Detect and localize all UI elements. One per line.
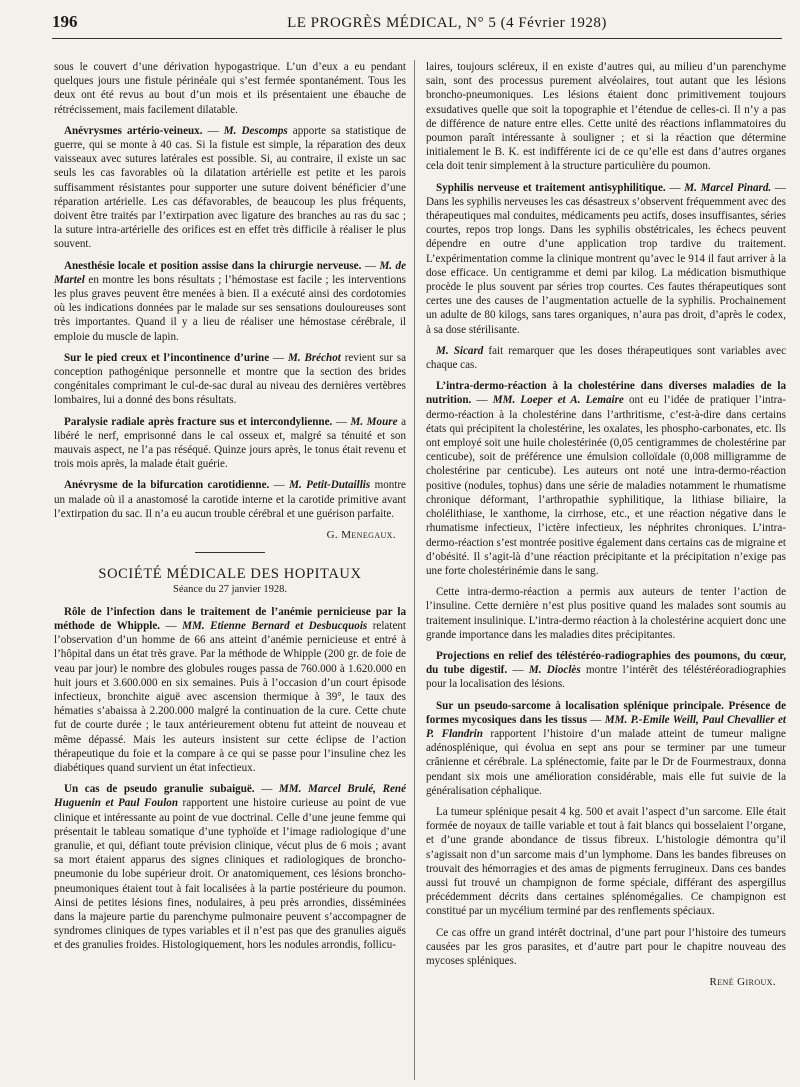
abstract-text: rapportent l’histoire d’un malade atteint de tumeur maligne adénosplénique, qui évolua en sept ans pour se terminer par une tumeur crânienne et cérébrale. La splénectomie, faite par le Dr de Fourmestraux, donna pendant six mois une amélioration considérable, mais elle fut suivie de la généralisation céphalique. — [426, 727, 786, 797]
abstract-author: M. Petit-Dutaillis — [289, 479, 371, 492]
running-head — [52, 12, 782, 39]
abstract-text: Dans les syphilis nerveuses les cas désastreux s’observent fréquemment avec des thérapeutiques mal conduites, médicaments peu actifs, doses insuffisantes, séries courtes, repos trop longs. Dans les syphilis obstétricales, les échecs peuvent dépendre en outre d’une application trop tardive du traitement. L’expérimentation comme la clinique montrent qu’avec le 914 il faut arriver à la dose efficace. Un centigramme et demi par kilog. La médication bismuthique procède le plus souvent par séries trop courtes. Ces fautes thérapeutiques sont certes une des causes de l’augmentation actuelle de la syphilis. Prochainement un adulte de 80 kilogs, sans tares organiques, n’aura pas droit, d’après le codex, à sa dose stérilisante. — [426, 195, 786, 336]
abstract-heading: Sur le pied creux et l’incontinence d’urine — [64, 351, 270, 364]
signature: G. Menegaux. — [326, 529, 396, 542]
abstract-pied-creux: Sur le pied creux et l’incontinence d’urine — M. Bréchot revient sur sa conception pathogénique personnelle et montre que la section des brides congénitales comprimant le cul-de-sac dural au niveau des dernières vertèbres lombaires, lui a donné des bons résultats. — [54, 351, 406, 407]
right-column — [426, 60, 786, 1080]
column-divider — [414, 60, 415, 1080]
abstract-text: relatent l’observation d’un homme de 66 ans atteint d’anémie pernicieuse et entré à l’hôpital dans un état très grave. Par la méthode de Whipple (200 gr. de foie de veau par jour) le nombre des globules rouges passa de 760.000 à 1.620.000 en huit jours et 3.600.000 en six semaines. Puis à l’occasion d’un court épisode infectieux, bronchite aiguë avec ascension thermique à 39°, le taux des hématies s’abaissa à 2.200.000 malgré la continuation de la cure. Cette chute fut de courte durée ; le taux antérieurement obtenu fut atteint de nouveau et même dépassé. Mais les auteurs insistent sur cette éclipse de l’action thérapeutique du foie et la compare à ce qui se passe pour l’insuline chez les diabétiques quand survient un état infectieux. — [54, 619, 406, 774]
abstract-author: MM. Loeper et A. Lemaire — [492, 394, 624, 407]
abstract-text: revient sur sa conception pathogénique personnelle et montre que la section des brides congénitales comprimant le cul-de-sac dural au niveau des dernières vertèbres lombaires, lui a donné des bons résultats. — [54, 351, 406, 407]
abstract-author: M. Marcel Pinard. — [684, 181, 772, 194]
abstract-author: M. Moure — [350, 415, 398, 428]
abstract-author: M. Sicard — [436, 344, 484, 357]
abstract-heading: Syphilis nerveuse et traitement antisyphilitique. — [436, 181, 666, 194]
abstract-author: M. de Martel — [54, 259, 406, 286]
abstract-author: M. Descomps — [223, 124, 288, 137]
section-separator — [195, 552, 265, 553]
abstract-author: MM. Etienne Bernard et Desbucquois — [182, 619, 368, 632]
paragraph-conclusion: Ce cas offre un grand intérêt doctrinal, d’une part pour l’histoire des tumeurs causées par les gros parasites, et d’autre part pour le chapitre nouveau des mycoses spléniques. — [426, 926, 786, 967]
paragraph-continued: laires, toujours scléreux, il en existe d’autres qui, au milieu d’un parenchyme sain, sont des processus purement alvéolaires, tout autant que les lésions broncho-pneumoniques. Les lésions étaient donc primitivement toujours exsudatives quelle que soit la topographie et l’étendue de celles-ci. Il n’y a pas de différence de nature entre elles. Cette unité des réactions inflammatoires du poumon paraît intéressante à souligner ; et si la réaction que détermine initialement le B. K. est indifférente ici de ce qu’elle est dans d’autres organes cela doit tenir simplement à la structure particulière du poumon. — [426, 61, 786, 173]
abstract-author: M. Dioclès — [528, 664, 581, 677]
abstract-author: MM. Marcel Brulé, René Huguenin et Paul Foulon — [54, 783, 406, 810]
abstract-heading: Anesthésie locale et position assise dans la chirurgie nerveuse. — [64, 259, 362, 272]
abstract-text: montre l’intérêt des téléstéréoradiographies pour la localisation des lésions. — [426, 664, 786, 691]
journal-title: LE PROGRÈS MÉDICAL, N° 5 (4 Février 1928) — [287, 15, 607, 31]
abstract-pseudo-granulie: Un cas de pseudo granulie subaiguë. — MM. Marcel Brulé, René Huguenin et Paul Foulon rapportent une histoire curieuse au point de vue clinique et intéressante au point de vue doctrinal. Celle d’une jeune femme qui présentait le tableau somatique d’une typhoïde et l’image radiologique d’une granulie, et qui, défiant toute prévision clinique, vécut plus de 6 mois ; avant sa mort étaient apparus des signes cliniques et radiologiques de broncho-pneumonie du lobe supérieur droit. Or anatomiquement, ces lésions broncho-pneumoniques étaient tout à fait localisées à la partie postérieure du poumon. Ainsi de petites lésions fines, nodulaires, à peu près arrondies, disséminées dans la majeure partie du parenchyme pulmonaire peuvent s’accompagner de syndromes cliniques de types variables et il n’est pas que des granulies aiguës et des granulies froides. Histologiquement, hors les nodules arrondis, follicu- — [54, 783, 406, 952]
abstract-author: MM. P.-Emile Weill, Paul Chevallier et P. Flandrin — [426, 713, 786, 740]
abstract-heading: L’intra-dermo-réaction à la cholestérine dans diverses maladies de la nutrition. — [426, 380, 786, 407]
abstract-heading: Anévrysmes artério-veineux. — [64, 124, 203, 137]
abstract-heading: Rôle de l’infection dans le traitement de l’anémie pernicieuse par la méthode de Whipple. — [54, 605, 406, 632]
abstract-heading: Sur un pseudo-sarcome à localisation splénique principale. Présence de formes mycosiques dans les tissus — [426, 699, 786, 726]
left-column — [54, 60, 406, 1080]
abstract-sicard-remark — [426, 344, 786, 372]
page-number: 196 — [52, 12, 78, 31]
abstract-paralysie-radiale: Paralysie radiale après fracture sus et intercondylienne. — M. Moure a libéré le nerf, emprisonné dans le cal osseux et, malgré sa ténuité et son mauvais aspect, ne l’a pas réséqué. Quinze jours après, le tonus était revenu et trois mois après, la malade était guérie. — [54, 415, 406, 471]
abstract-anevrysme-carotidien: Anévrysme de la bifurcation carotidienne. — M. Petit-Dutaillis montre un malade où il a anastomosé la carotide interne et la carotide primitive avant l’extirpation du sac. Il n’a eu aucun trouble cérébral et une guérison parfaite. — [54, 479, 406, 520]
abstract-anemie-pernicieuse: Rôle de l’infection dans le traitement de l’anémie pernicieuse par la méthode de Whipple. — MM. Etienne Bernard et Desbucquois relatent l’observation d’un homme de 66 ans atteint d’anémie pernicieuse et entré à l’hôpital dans un état très grave. Par la méthode de Whipple (200 gr. de foie de veau par jour) le nombre des globules rouges passa de 760.000 à 1.620.000 en huit jours et 3.600.000 en six semaines. Puis à l’occasion d’un court épisode infectieux, bronchite aiguë avec ascension thermique à 39°, le taux des hématies s’abaissa à 2.200.000 malgré la continuation de la cure. Cette chute fut de courte durée ; le taux antérieurement obtenu fut atteint de nouveau et même dépassé. Mais les auteurs insistent sur cette éclipse de l’action thérapeutique du foie et la compare à ce qui se passe pour l’insuline chez les diabétiques quand survient un état infectieux. — [54, 605, 406, 774]
abstract-text: fait remarquer que les doses thérapeutiques sont variables avec chaque cas. — [426, 344, 786, 372]
abstract-text: montre un malade où il a anastomosé la carotide interne et la carotide primitive avant l’extirpation du sac. Il n’a eu aucun trouble cérébral et une guérison parfaite. — [54, 479, 406, 520]
abstract-text: a libéré le nerf, emprisonné dans le cal osseux et, malgré sa ténuité et son mauvais aspect, ne l’a pas réséqué. Quinze jours après, le tonus était revenu et trois mois après, la malade était guérie. — [54, 415, 406, 471]
abstract-heading: Paralysie radiale après fracture sus et intercondylienne. — [64, 415, 333, 428]
abstract-heading: Un cas de pseudo granulie subaiguë. — [64, 783, 255, 796]
society-title: SOCIÉTÉ MÉDICALE DES HOPITAUX — [98, 566, 362, 583]
abstract-text: apporte sa statistique de guerre, qui se monte à 40 cas. Si la fistule est simple, la réparation des deux vaisseaux avec sutures latérales est possible. Si, au contraire, il existe un sac seuls les cas favorables où la dilatation artérielle est petite et les parois suffisamment résistantes pour supporter une suture doivent bénéficier d’une réparation artérielle. Les cas défavorables, de beaucoup les plus fréquents, doivent être traités par l’extirpation avec ligature des branches au ras du sac ; la suture intra-artérielle des orifices est en effet très difficile à réaliser le plus souvent. — [54, 124, 406, 251]
abstract-anesthesie-locale: Anesthésie locale et position assise dans la chirurgie nerveuse. — M. de Martel en montre les bons résultats ; l’hémostase est facile ; les interventions les plus graves peuvent être menées à bien. Il a exécuté ainsi des cordotomies où les indications données par le malade sur ses sensations douloureuses sont très importantes. Quand il y a lieu de réaliser une hémostase cérébrale, il emploie du muscle de lapin. — [54, 259, 406, 343]
abstract-author: M. Bréchot — [287, 351, 341, 364]
abstract-text: en montre les bons résultats ; l’hémostase est facile ; les interventions les plus graves peuvent être menées à bien. Il a exécuté ainsi des cordotomies où les indications données par le malade sur ses sensations douloureuses sont très importantes. Quand il y a lieu de réaliser une hémostase cérébrale, il emploie du muscle de lapin. — [54, 273, 406, 343]
session-date: Séance du 27 janvier 1928. — [172, 583, 287, 595]
abstract-teleste-reo-radiographies: Projections en relief des téléstéréo-radiographies des poumons, du cœur, du tube digestif. — M. Dioclès montre l’intérêt des téléstéréoradiographies pour la localisation des lésions. — [426, 649, 786, 691]
abstract-text: rapportent une histoire curieuse au point de vue clinique et intéressante au point de vue doctrinal. Celle d’une jeune femme qui présentait le tableau somatique d’une typhoïde et l’image radiologique d’une granulie, et qui, défiant toute prévision clinique, vécut plus de 6 mois ; avant sa mort étaient apparus des signes cliniques et radiologiques de broncho-pneumonie du lobe supérieur droit. Or anatomiquement, ces lésions broncho-pneumoniques étaient tout à fait localisées à la partie postérieure du poumon. Ainsi de petites lésions fines, nodulaires, à peu près arrondies, disséminées dans la majeure partie du parenchyme pulmonaire peuvent s’accompagner de syndromes cliniques de types variables et il n’est pas que des granulies aiguës et des granulies froides. Histologiquement, hors les nodules arrondis, follicu- — [54, 797, 406, 952]
signature: René Giroux. — [709, 976, 776, 989]
paragraph-insuline: Cette intra-dermo-réaction a permis aux auteurs de tenter l’action de l’insuline. Cette dernière n’est plus positive quand les malades sont soumis au traitement insulinique. L’intra-dermo réaction à la cholestérine acquiert donc une grande importance dans les maladies dites précipitantes. — [426, 586, 786, 641]
abstract-syphilis-nerveuse: Syphilis nerveuse et traitement antisyphilitique. — M. Marcel Pinard. — Dans les syphilis nerveuses les cas désastreux s’observent fréquemment avec des thérapeutiques mal conduites, médicaments peu actifs, doses insuffisantes, séries courtes, repos trop longs. Dans les syphilis obstétricales, les échecs peuvent dépendre en outre d’une application trop tardive du traitement. L’expérimentation comme la clinique montrent qu’avec le 914 il faut arriver à la dose efficace. Un centigramme et demi par kilog. La médication bismuthique procède le plus souvent par séries trop courtes. Ces fautes thérapeutiques sont certes une des causes de l’augmentation actuelle de la syphilis. Prochainement un adulte de 80 kilogs, sans tares organiques, n’aura pas droit, d’après le codex, à sa dose stérilisante. — [426, 181, 786, 336]
abstract-intra-dermo-reaction: L’intra-dermo-réaction à la cholestérine dans diverses maladies de la nutrition. — MM. Loeper et A. Lemaire ont eu l’idée de pratiquer l’intra-dermo-réaction à la cholestérine dans l’arthritisme, c’est-à-dire dans certains états qui précipitent la cholestérine, les oxalates, les phospho-carbonates, etc. Ils ont employé soit une huile cholestérinée (0,05 centigrammes de cholestérine par centicube), soit de préférence une émulsion colloïdale (0,008 milligramme de cholestérine par centicube). Les auteurs ont noté une intra-dermo-réaction positive (nodules, tophus) dans une série de maladies notamment le rhumatisme chronique déformant, l’arthropathie syphilitique, la lithiase biliaire, la cholélithiase, le xanthome, la cirrhose, etc., et une réaction négative dans le rhumatisme infectieux, l’ictère infectieux, les néphrites chroniques. L’intra-dermo-réaction s’est montrée positive également dans certains cas de migraine et d’obésité. Il s’agit-là d’une réaction précipitante et la précipitation n’exige pas une forte cholestérinémie dans le sang. — [426, 380, 786, 577]
paragraph-continued: sous le couvert d’une dérivation hypogastrique. L’un d’eux a eu pendant quelques jours une fistule périnéale qui s’est fermée spontanément. Tous les deux ont été revus au bout d’un mois et ils présentaient une ébauche de rétrécissement, mais facilement dilatable. — [54, 61, 406, 116]
abstract-text: ont eu l’idée de pratiquer l’intra-dermo-réaction à la cholestérine dans l’arthritisme, c’est-à-dire dans certains états qui précipitent la cholestérine, les oxalates, les phospho-carbonates, etc. Ils ont employé soit une huile cholestérinée (0,05 centigrammes de cholestérine par centicube), soit de préférence une émulsion colloïdale (0,008 milligramme de cholestérine par centicube). Les auteurs ont noté une intra-dermo-réaction positive (nodules, tophus) dans une série de maladies notamment le rhumatisme chronique déformant, l’arthropathie syphilitique, la lithiase biliaire, la cholélithiase, le xanthome, la cirrhose, etc., et une réaction négative dans le rhumatisme infectieux, l’ictère infectieux, les néphrites chroniques. L’intra-dermo-réaction s’est montrée positive également dans certains cas de migraine et d’obésité. Il s’agit-là d’une réaction précipitante et la précipitation n’exige pas une forte cholestérinémie dans le sang. — [426, 394, 786, 577]
abstract-heading: Anévrysme de la bifurcation carotidienne. — [64, 479, 270, 492]
abstract-anevrysmes-arterio-veineux: Anévrysmes artério-veineux. — M. Descomps apporte sa statistique de guerre, qui se monte à 40 cas. Si la fistule est simple, la réparation des deux vaisseaux avec sutures latérales est possible. Si, au contraire, il existe un sac seuls les cas favorables où la dilatation artérielle est petite et les parois suffisamment résistantes pour supporter une suture doivent bénéficier d’une réparation artérielle. Les cas défavorables, de beaucoup les plus fréquents, doivent être traités par l’extirpation avec ligature des branches au ras du sac ; la suture intra-artérielle des orifices est en effet très difficile à réaliser le plus souvent. — [54, 124, 406, 251]
abstract-pseudo-sarcome: Sur un pseudo-sarcome à localisation splénique principale. Présence de formes mycosiques dans les tissus — MM. P.-Emile Weill, Paul Chevallier et P. Flandrin rapportent l’histoire d’un malade atteint de tumeur maligne adénosplénique, qui évolua en sept ans pour se terminer par une tumeur crânienne et cérébrale. La splénectomie, faite par le Dr de Fourmestraux, donna pendant six mois une amélioration considérable, mais elle fut suivie de la généralisation céphalique. — [426, 699, 786, 797]
abstract-heading: Projections en relief des téléstéréo-radiographies des poumons, du cœur, du tube digestif. — [426, 649, 786, 677]
paragraph-tumeur-splenique: La tumeur splénique pesait 4 kg. 500 et avait l’aspect d’un sarcome. Elle était formée de noyaux de taille variable et tout à fait blancs qui bosselaient l’organe, et d’une grande abondance de tissus fibreux. L’histologie démontra qu’il s’agissait non d’un sarcome mais d’un lymphome. Dans les bandes fibreuses on trouvait des hémorragies et des amas de pigments ferrugineux. Dans ces bandes aussi fut trouvé un champignon de forme spéciale, différant des aspergillus précédemment décrits dans certaines splénomégalies. Ce champignon est constitué par un mycélium terminé par des renflements spéciaux. — [426, 805, 786, 918]
